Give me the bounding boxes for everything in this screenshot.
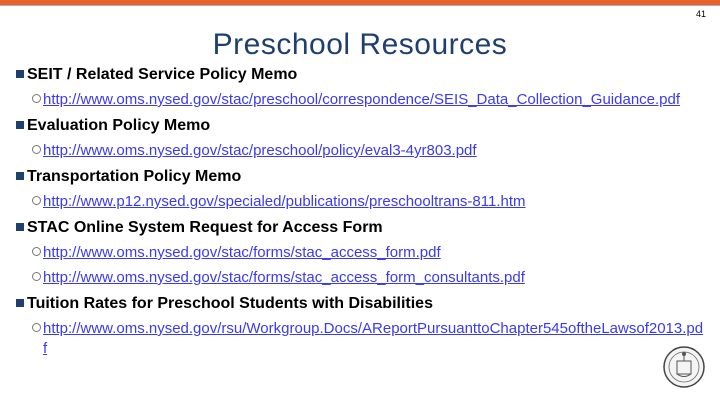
resource-link[interactable]: http://www.oms.nysed.gov/rsu/Workgroup.Docs/AReportPursuanttoChapter545oftheLawsof2013.pdf xyxy=(43,320,704,357)
resource-link[interactable]: http://www.oms.nysed.gov/stac/forms/stac_access_form_consultants.pdf xyxy=(43,269,525,286)
square-bullet-icon xyxy=(16,172,24,180)
square-bullet-icon xyxy=(16,121,24,129)
circle-bullet-icon xyxy=(32,196,41,205)
state-seal-icon xyxy=(662,345,706,389)
list-item xyxy=(16,217,706,238)
sub-item xyxy=(32,319,706,359)
item-heading: Tuition Rates for Preschool Students with Disabilities xyxy=(27,295,433,312)
item-heading: Transportation Policy Memo xyxy=(27,168,242,185)
sub-item xyxy=(32,192,706,212)
square-bullet-icon xyxy=(16,299,24,307)
list-item xyxy=(16,115,706,136)
list-item xyxy=(16,166,706,187)
sub-item xyxy=(32,268,706,288)
list-item xyxy=(16,293,706,314)
slide-title: Preschool Resources xyxy=(212,28,508,61)
resource-link[interactable]: http://www.oms.nysed.gov/stac/forms/stac_access_form.pdf xyxy=(43,244,441,261)
sub-item xyxy=(32,90,706,110)
circle-bullet-icon xyxy=(32,247,41,256)
item-heading: STAC Online System Request for Access Form xyxy=(27,219,383,236)
resource-link[interactable]: http://www.p12.nysed.gov/specialed/publications/preschooltrans-811.htm xyxy=(43,193,526,210)
circle-bullet-icon xyxy=(32,272,41,281)
item-heading: SEIT / Related Service Policy Memo xyxy=(27,66,298,83)
resource-list xyxy=(16,64,706,364)
page-number: 41 xyxy=(695,9,706,19)
circle-bullet-icon xyxy=(32,145,41,154)
top-rule xyxy=(0,5,720,6)
square-bullet-icon xyxy=(16,223,24,231)
sub-item xyxy=(32,243,706,263)
resource-link[interactable]: http://www.oms.nysed.gov/stac/preschool/correspondence/SEIS_Data_Collection_Guidance.pdf xyxy=(43,91,681,108)
resource-link[interactable]: http://www.oms.nysed.gov/stac/preschool/policy/eval3-4yr803.pdf xyxy=(43,142,477,159)
circle-bullet-icon xyxy=(32,94,41,103)
square-bullet-icon xyxy=(16,70,24,78)
list-item xyxy=(16,64,706,85)
item-heading: Evaluation Policy Memo xyxy=(27,117,211,134)
sub-item xyxy=(32,141,706,161)
circle-bullet-icon xyxy=(32,323,41,332)
